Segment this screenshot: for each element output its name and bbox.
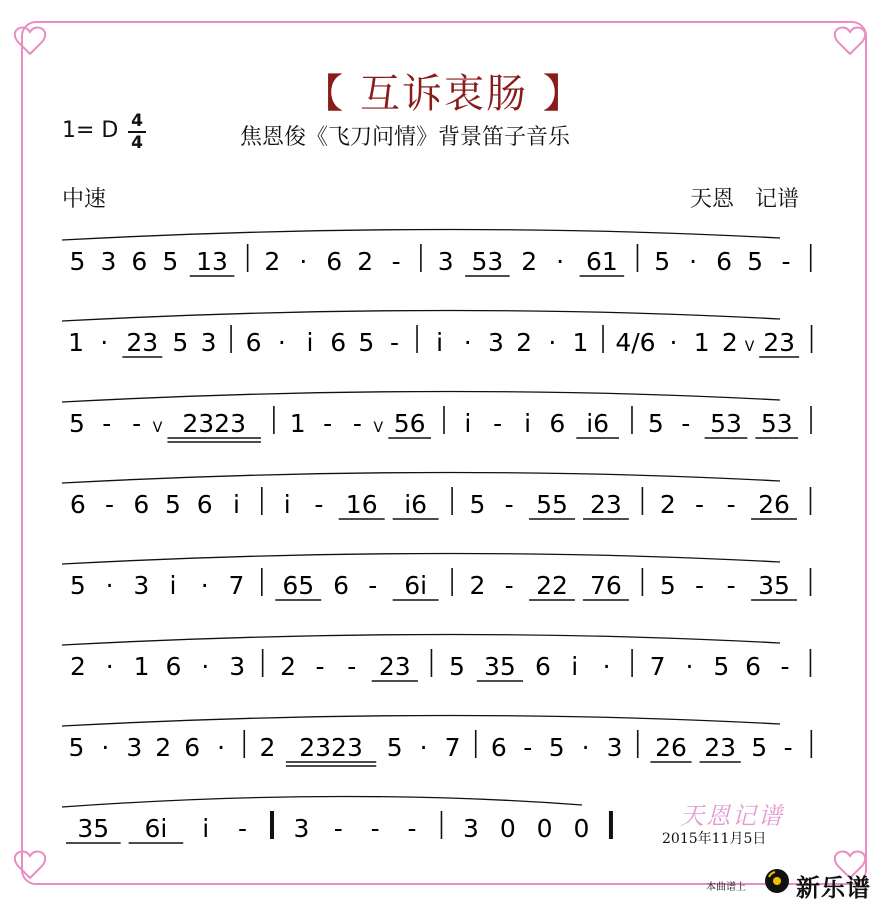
note-token: 1 [133,652,150,681]
note-token: 65 [282,571,315,600]
note-token: 0 [499,814,516,843]
note-token: 6 [549,409,566,438]
note-token: · [463,328,472,357]
note-token: i [571,652,579,681]
note-token: 2323 [182,409,247,438]
slur-mark [62,391,780,402]
note-token: - [726,571,736,600]
note-token: 61 [585,247,618,276]
note-token: 55 [536,490,568,519]
note-token: 5 [69,247,86,276]
note-token: 16 [345,490,378,519]
note-token: 5 [68,733,85,762]
song-title: 【 互诉衷肠 】 [303,71,585,117]
note-token: 3 [133,571,150,600]
slur-mark [62,715,780,726]
note-token: - [694,571,704,600]
note-token: 6 [716,247,733,276]
note-token: · [105,652,114,681]
note-token: 5 [751,733,768,762]
note-token: 6 [534,652,551,681]
slur-mark [62,310,780,321]
note-token: i [436,328,444,357]
note-token: 3 [100,247,117,276]
note-token: 6 [745,652,762,681]
note-token: · [200,571,209,600]
note-token: i [202,814,210,843]
note-token: - [370,814,380,843]
note-token: · [689,247,698,276]
note-token: 5 [654,247,671,276]
note-token: 6 [196,490,213,519]
note-token: 1 [289,409,306,438]
note-token: 26 [758,490,790,519]
note-token: · [581,733,590,762]
note-token: 5 [162,247,179,276]
note-token: 76 [590,571,622,600]
slur-mark [62,472,780,483]
note-token: - [102,409,112,438]
note-token: 5 [358,328,375,357]
note-token: 5 [386,733,403,762]
note-token: - [504,571,514,600]
note-token: 2 [280,652,297,681]
note-token: - [681,409,691,438]
note-token: 5 [165,490,181,519]
note-token: 7 [228,571,245,600]
meter-top: 4 [131,111,143,131]
note-token: 6 [184,733,201,762]
note-token: - [391,247,401,276]
note-token: i [464,409,472,438]
note-token: 2 [721,328,738,357]
note-token: 5 [659,571,676,600]
subtitle: 焦恩俊《飞刀问情》背景笛子音乐 [240,125,571,150]
note-token: 6 [490,733,507,762]
note-token: 5 [713,652,730,681]
note-token: 6i [144,814,168,843]
note-token: - [132,409,142,438]
note-token: 7 [444,733,461,762]
note-token: · [299,247,308,276]
tempo-marking: 中速 [62,187,107,212]
note-token: 6 [131,247,148,276]
note-token: 6i [404,571,428,600]
note-token: 5 [448,652,465,681]
note-token: 5 [747,247,763,276]
note-token: 2 [659,490,676,519]
note-token: 3 [487,328,504,357]
note-token: i6 [404,490,428,519]
note-token: 0 [536,814,553,843]
slur-mark [62,796,582,807]
note-token: - [333,814,343,843]
note-token: 35 [77,814,110,843]
note-token: 3 [126,733,143,762]
note-token: 5 [172,328,189,357]
site-logo: 新乐谱 [796,874,871,902]
note-token: 6 [333,571,350,600]
note-token: · [201,652,210,681]
note-token: 2 [469,571,486,600]
note-token: · [556,247,565,276]
note-token: - [352,409,362,438]
note-token: 3 [462,814,479,843]
note-token: 2 [69,652,86,681]
note-token: 6 [165,652,182,681]
note-token: i [283,490,291,519]
note-token: i6 [586,409,610,438]
note-token: 3 [229,652,246,681]
note-token: 23 [763,328,796,357]
note-token: - [314,490,324,519]
note-token: · [101,733,110,762]
note-token: - [238,814,248,843]
note-token: 56 [393,409,426,438]
note-token: 1 [572,328,589,357]
note-token: 5 [647,409,664,438]
note-token: 53 [471,247,504,276]
note-token: - [315,652,325,681]
note-token: 53 [710,409,742,438]
note-token: - [347,652,357,681]
note-token: - [493,409,503,438]
note-token: · [419,733,428,762]
note-token: - [780,652,790,681]
note-token: 2 [155,733,172,762]
note-token: 22 [536,571,568,600]
note-token: · [685,652,694,681]
note-token: 5 [68,409,85,438]
note-token: 6 [133,490,150,519]
note-token: 2 [264,247,281,276]
note-token: - [323,409,333,438]
note-token: 7 [649,652,666,681]
note-token: 13 [196,247,228,276]
note-token: i [524,409,532,438]
transcriber-credit: 天恩 记谱 [690,187,799,212]
note-token: · [669,328,678,357]
note-token: 5 [548,733,565,762]
note-token: 2 [516,328,533,357]
note-token: 5 [469,490,486,519]
note-token: 4/6 [615,328,656,357]
note-token: - [523,733,533,762]
note-token: 23 [590,490,622,519]
note-token: - [781,247,791,276]
note-token: 26 [655,733,687,762]
source-label: 本曲谱上 [706,882,746,893]
note-token: 2 [357,247,374,276]
note-token: V [152,420,163,436]
note-token: · [105,571,114,600]
note-token: · [602,652,611,681]
note-token: - [783,733,793,762]
note-token: 5 [69,571,86,600]
note-token: 6 [69,490,86,519]
note-token: · [100,328,109,357]
note-token: V [744,339,755,355]
note-token: - [694,490,704,519]
note-token: 6 [330,328,347,357]
note-token: · [548,328,557,357]
note-token: 2 [521,247,538,276]
note-token: 3 [437,247,454,276]
note-token: - [105,490,115,519]
note-token: - [368,571,378,600]
note-token: 23 [126,328,159,357]
note-token: i [169,571,177,600]
note-token: i [232,490,240,519]
note-token: 2323 [299,733,363,762]
note-token: 35 [484,652,516,681]
note-token: 2 [259,733,276,762]
note-token: 3 [606,733,623,762]
slur-mark [62,229,780,240]
note-token: V [373,420,384,436]
note-token: - [504,490,514,519]
note-token: · [277,328,286,357]
key-signature: 1= D [62,118,119,143]
note-token: 6 [326,247,343,276]
note-token: - [407,814,417,843]
record-icon [764,868,790,894]
note-token: 35 [758,571,790,600]
note-token: i [306,328,314,357]
note-token: 1 [68,328,85,357]
note-token: 53 [760,409,793,438]
note-token: 3 [293,814,310,843]
date: 2015年11月5日 [662,831,767,847]
slur-mark [62,634,780,645]
signature: 天恩记谱 [680,802,784,830]
note-token: 6 [245,328,262,357]
note-token: 23 [378,652,411,681]
slur-mark [62,553,780,564]
meter-bottom: 4 [131,133,143,153]
note-token: 3 [200,328,217,357]
note-token: · [217,733,226,762]
note-token: 0 [573,814,590,843]
note-token: - [389,328,400,357]
note-token: - [726,490,736,519]
note-token: 23 [704,733,737,762]
note-token: 1 [693,328,710,357]
